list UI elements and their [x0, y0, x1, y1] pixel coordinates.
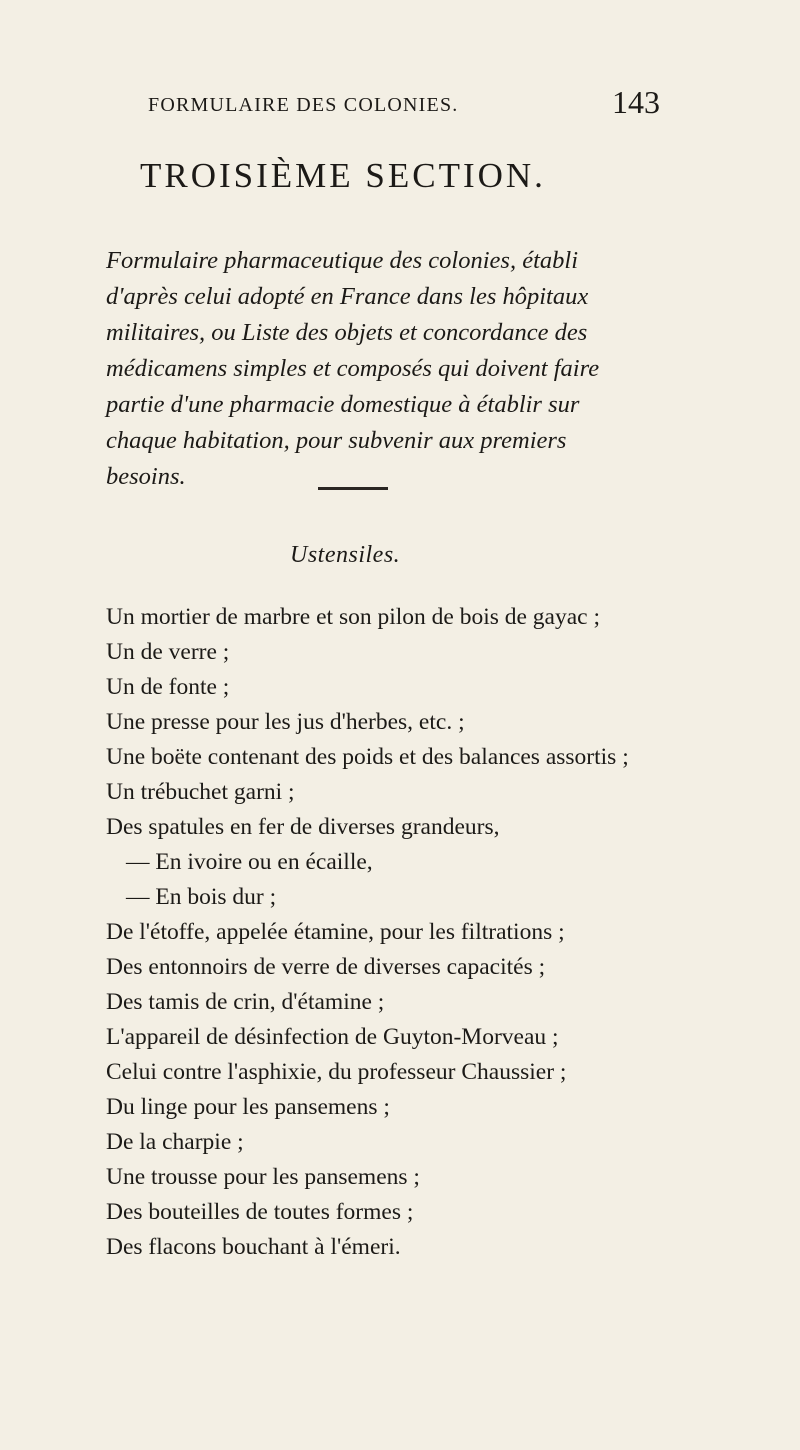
list-item: Un mortier de marbre et son pilon de bois de gayac ;	[106, 604, 601, 630]
list-item: De l'étoffe, appelée étamine, pour les filtrations ;	[106, 919, 565, 945]
intro-line: partie d'une pharmacie domestique à établir sur	[106, 391, 580, 418]
intro-line: chaque habitation, pour subvenir aux premiers	[106, 427, 567, 454]
list-item: — En ivoire ou en écaille,	[126, 849, 373, 875]
list-item: De la charpie ;	[106, 1129, 244, 1155]
intro-line: militaires, ou Liste des objets et concordance des	[106, 319, 588, 346]
section-title: TROISIÈME SECTION.	[140, 156, 546, 195]
list-item: Une presse pour les jus d'herbes, etc. ;	[106, 709, 465, 735]
list-item: — En bois dur ;	[126, 884, 277, 910]
list-item: Des tamis de crin, d'étamine ;	[106, 989, 385, 1015]
list-item: Des entonnoirs de verre de diverses capacités ;	[106, 954, 546, 980]
intro-line: besoins.	[106, 463, 186, 490]
list-item: Un trébuchet garni ;	[106, 779, 295, 805]
list-item: Des bouteilles de toutes formes ;	[106, 1199, 414, 1225]
list-item: Un de fonte ;	[106, 674, 230, 700]
utensil-list	[106, 600, 706, 1265]
list-item: Des spatules en fer de diverses grandeurs,	[106, 814, 500, 840]
running-title: FORMULAIRE DES COLONIES.	[148, 94, 459, 116]
list-item: Un de verre ;	[106, 639, 230, 665]
running-head	[148, 84, 660, 128]
list-item: Des flacons bouchant à l'émeri.	[106, 1234, 401, 1260]
intro-line: d'après celui adopté en France dans les hôpitaux	[106, 283, 589, 310]
page-number: 143	[612, 84, 660, 120]
section-divider	[318, 487, 388, 490]
intro-line: Formulaire pharmaceutique des colonies, établi	[106, 247, 578, 274]
list-item: Une trousse pour les pansemens ;	[106, 1164, 420, 1190]
subheading: Ustensiles.	[290, 542, 401, 568]
list-item: Du linge pour les pansemens ;	[106, 1094, 390, 1120]
intro-paragraph	[106, 243, 686, 495]
list-item: L'appareil de désinfection de Guyton-Morveau ;	[106, 1024, 559, 1050]
list-item: Celui contre l'asphixie, du professeur Chaussier ;	[106, 1059, 567, 1085]
list-item: Une boëte contenant des poids et des balances assortis ;	[106, 744, 629, 770]
intro-line: médicamens simples et composés qui doivent faire	[106, 355, 600, 382]
